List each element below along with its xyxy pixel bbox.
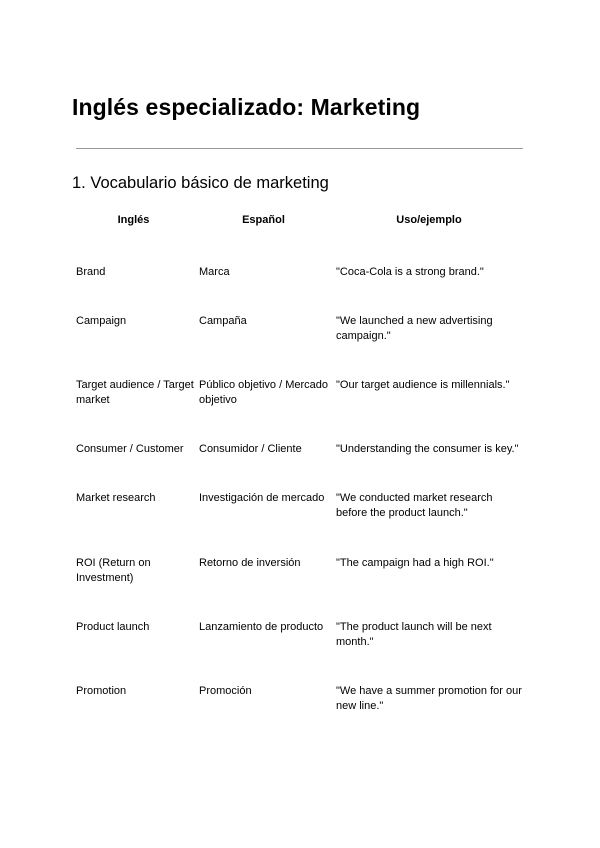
term-example: "The product launch will be next month." (336, 621, 492, 648)
term-english: Target audience / Target market (76, 379, 194, 406)
title-divider (76, 148, 523, 149)
table-header-row (72, 214, 526, 232)
term-spanish: Campaña (199, 315, 247, 327)
term-spanish: Público objetivo / Mercado objetivo (199, 379, 329, 406)
term-english: Promotion (76, 685, 127, 697)
term-example: "We have a summer promotion for our new line." (336, 685, 522, 712)
term-english: Consumer / Customer (76, 443, 184, 455)
term-spanish: Retorno de inversión (199, 557, 301, 569)
document-title: Inglés especializado: Marketing (72, 94, 421, 120)
section-heading: 1. Vocabulario básico de marketing (72, 174, 329, 192)
term-spanish: Marca (199, 266, 230, 278)
term-english: Market research (76, 492, 156, 504)
term-english: Campaign (76, 315, 127, 327)
term-spanish: Promoción (199, 685, 252, 697)
term-spanish: Investigación de mercado (199, 492, 325, 504)
column-header-usage: Uso/ejemplo (396, 214, 462, 226)
column-header-spanish: Español (242, 214, 285, 226)
term-example: "The campaign had a high ROI." (336, 557, 494, 569)
column-header-english: Inglés (117, 214, 150, 226)
term-english: ROI (Return on Investment) (76, 557, 151, 584)
term-spanish: Consumidor / Cliente (199, 443, 302, 455)
term-spanish: Lanzamiento de producto (199, 621, 324, 633)
vocabulary-table (72, 214, 526, 712)
term-english: Brand (76, 266, 106, 278)
term-example: "We conducted market research before the product launch." (336, 492, 493, 519)
term-example: "Our target audience is millennials." (336, 379, 510, 391)
term-english: Product launch (76, 621, 150, 633)
term-example: "Understanding the consumer is key." (336, 443, 519, 455)
term-example: "We launched a new advertising campaign." (336, 315, 493, 342)
term-example: "Coca-Cola is a strong brand." (336, 266, 484, 278)
